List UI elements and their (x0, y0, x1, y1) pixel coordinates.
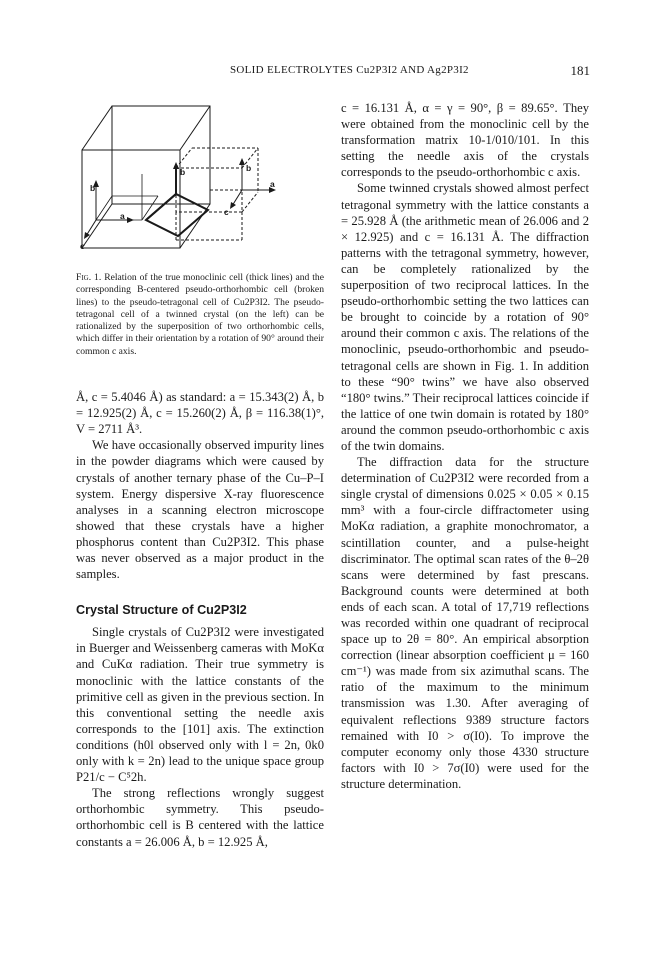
running-head-title: SOLID ELECTROLYTES Cu2P3I2 AND Ag2P3I2 (230, 64, 469, 76)
axis-b-right: b (246, 163, 252, 173)
page-number: 181 (570, 63, 590, 78)
axis-c-left: c (80, 241, 85, 251)
section-heading: Crystal Structure of Cu2P3I2 (76, 603, 247, 618)
caption-label: Fig. 1. (76, 272, 102, 283)
paragraph-impurity: We have occasionally observed impurity lines in the powder diagrams which were caused by crystals of another ternary phase of the Cu–P–I system. Energy dispersive X-ray fluorescence analyses in a scanning electron microscope showed that these crystals have a higher phosphorus content than Cu2P3I2. This phase was never observed as a major product in the samples. (76, 438, 324, 582)
cell-relation-diagram (76, 100, 324, 270)
caption-text: Relation of the true monoclinic cell (thick lines) and the corresponding B-centered pseudo-orthorhombic cell (broken lines) to the pseudo-tetragonal cell of Cu2P3I2. The pseudo-tetragonal cell of a twinned crystal (on the left) can be rationalized by the superposition of two orthorhombic cells, which differ in their orientation by a rotation of 90° around their common c axis. (76, 272, 324, 357)
paragraph-single-crystals: Single crystals of Cu2P3I2 were investigated in Buerger and Weissenberg cameras with MoKα and CuKα radiation. Their true symmetry is monoclinic with the lattice constants of the primitive cell as given in the previous section. In this conventional setting the needle axis corresponds to the [101] axis. The extinction conditions (h0l observed only with l = 2n, 0k0 only with k = 2n) lead to the unique space group P21/c − C⁵2h. (76, 625, 324, 785)
figure-1 (76, 100, 324, 270)
right-column (341, 100, 589, 792)
axis-a-right: a (270, 179, 275, 189)
left-column (76, 100, 324, 850)
axis-b-left: b (90, 183, 96, 193)
running-head (80, 64, 590, 82)
paragraph-lattice-constants: c = 16.131 Å, α = γ = 90°, β = 89.65°. They were obtained from the monoclinic cell by the transformation matrix 10-1/010/101. In this setting the needle axis of the crystals corresponds to the pseudo-orthorhombic c axis. (341, 101, 589, 180)
paragraph-strong-reflections: The strong reflections wrongly suggest orthorhombic symmetry. This pseudo-orthorhombic cell is B centered with the lattice constants a = 26.006 Å, b = 12.925 Å, (76, 786, 324, 849)
paragraph-twinned: Some twinned crystals showed almost perfect tetragonal symmetry with the lattice constants a = 25.928 Å (the arithmetic mean of 26.006 and 2 × 12.925) and c = 16.131 Å. The diffraction patterns with the tetragonal symmetry, however, can be completely rationalized by the superposition of two reciprocal lattices. In the pseudo-orthorhombic setting the two lattices can be brought to coincide by a rotation of 90° around their common c axis. The relations of the monoclinic, pseudo-orthorhombic and pseudo-tetragonal cells are shown in Fig. 1. In addition to these “90° twins” we have also observed “180° twins.” Their reciprocal lattices coincide if the lattice of one twin domain is rotated by 180° around the common pseudo-orthorhombic c axis of the twin domains. (341, 181, 589, 453)
axis-b-mid: b (180, 167, 186, 177)
paragraph-lattice-standard: Å, c = 5.4046 Å) as standard: a = 15.343(2) Å, b = 12.925(2) Å, c = 15.260(2) Å, β = 116.38(1)°, V = 2711 Å³. (76, 390, 324, 437)
axis-c-right: c (224, 207, 229, 217)
paragraph-diffraction: The diffraction data for the structure determination of Cu2P3I2 were recorded from a single crystal of dimensions 0.025 × 0.05 × 0.15 mm³ with a four-circle diffractometer using MoKα radiation, a graphite monochromator, a scintillation counter, and a pulse-height discriminator. The optimal scan rates of the θ–2θ scans were determined by fast prescans. Background counts were determined at both ends of each scan. A total of 17,719 reflections was recorded within one quadrant of reciprocal space up to 2θ = 80°. An empirical absorption correction (linear absorption coefficient μ = 160 cm⁻¹) was made from six azimuthal scans. The ratio of the maximum to the minimum transmission was 1.30. After averaging of equivalent reflections 9389 structure factors remained with I0 > σ(I0). To improve the computer economy only those 4330 structure factors with I0 > 7σ(I0) were used for the structure determination. (341, 455, 589, 791)
axis-a-left: a (120, 211, 125, 221)
figure-caption (76, 272, 324, 358)
